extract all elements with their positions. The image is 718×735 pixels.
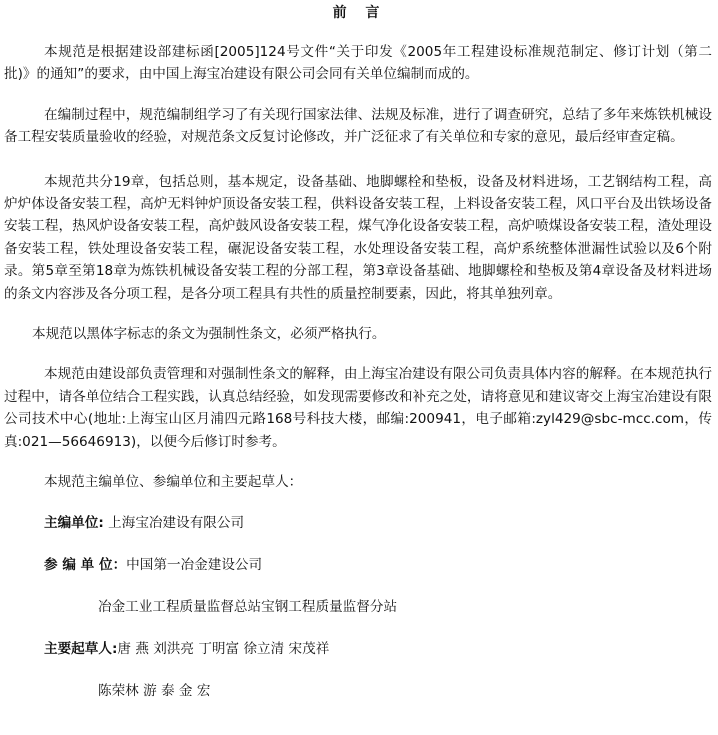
participating-unit-value-2: 冶金工业工程质量监督总站宝钢工程质量监督分站 xyxy=(98,598,398,615)
paragraph-basis: 本规范是根据建设部建标函[2005]124号文件“关于印发《2005年工程建设标准规范制定、修订计划（第二批)》的通知”的要求，由中国上海宝冶建设有限公司会同有关单位编制而成的。 xyxy=(4,44,712,83)
main-unit-line xyxy=(0,512,712,534)
main-unit-label: 主编单位: xyxy=(44,514,104,531)
drafters-line xyxy=(0,638,712,660)
drafters-names-1: 唐 燕 刘洪亮 丁明富 徐立清 宋茂祥 xyxy=(117,640,330,657)
paragraph-compilation-process: 在编制过程中，规范编制组学习了有关现行国家法律、法规及标准，进行了调查研究，总结了多年来炼铁机械设备工程安装质量验收的经验，对规范条文反复讨论修改，并广泛征求了有关单位和专家的意见，最后经审查定稿。 xyxy=(4,106,712,146)
page-title: 前 言 xyxy=(332,5,387,21)
drafters-label: 主要起草人: xyxy=(44,640,118,657)
paragraph-mandatory-clauses: 本规范以黑体字标志的条文为强制性条文，必须严格执行。 xyxy=(32,326,386,343)
main-unit-value: 上海宝冶建设有限公司 xyxy=(103,514,245,531)
drafters-line-2 xyxy=(0,680,712,702)
participating-unit-value-1: 中国第一冶金建设公司 xyxy=(126,556,263,573)
participating-unit-line xyxy=(0,554,712,576)
participating-unit-line-2 xyxy=(0,596,712,618)
participating-unit-label: 参 编 单 位： xyxy=(44,556,127,573)
paragraph-management: 本规范由建设部负责管理和对强制性条文的解释，由上海宝冶建设有限公司负责具体内容的解释。在本规范执行过程中，请各单位结合工程实践，认真总结经验，如发现需要修改和补充之处，请将意见和建议寄交上海宝冶建设有限公司技术中心(地址:上海宝山区月浦四元路168号科技大楼，邮编:200941，电子邮箱:zyl429@sbc-mcc.com，传真:021—56646913)，以便今后修订时参考。 xyxy=(4,366,712,450)
drafters-names-2: 陈荣林 游 泰 金 宏 xyxy=(98,682,211,699)
paragraph-units-intro: 本规范主编单位、参编单位和主要起草人： xyxy=(44,474,303,491)
paragraph-chapters: 本规范共分19章，包括总则，基本规定，设备基础、地脚螺栓和垫板，设备及材料进场，工艺钢结构工程，高炉炉体设备安装工程，高炉无料钟炉顶设备安装工程，供料设备安装工程，上料设备安装工程，风口平台及出铁场设备安装工程，热风炉设备安装工程，高炉鼓风设备安装工程，煤气净化设备安装工程，高炉喷煤设备安装工程，渣处理设备安装工程，铁处理设备安装工程，碾泥设备安装工程，水处理设备安装工程，高炉系统整体泄漏性试验以及6个附录。第5章至第18章为炼铁机械设备安装工程的分部工程，第3章设备基础、地脚螺栓和垫板及第4章设备及材料进场的条文内容涉及各分项工程，是各分项工程具有共性的质量控制要素，因此，将其单独列章。 xyxy=(4,173,712,302)
